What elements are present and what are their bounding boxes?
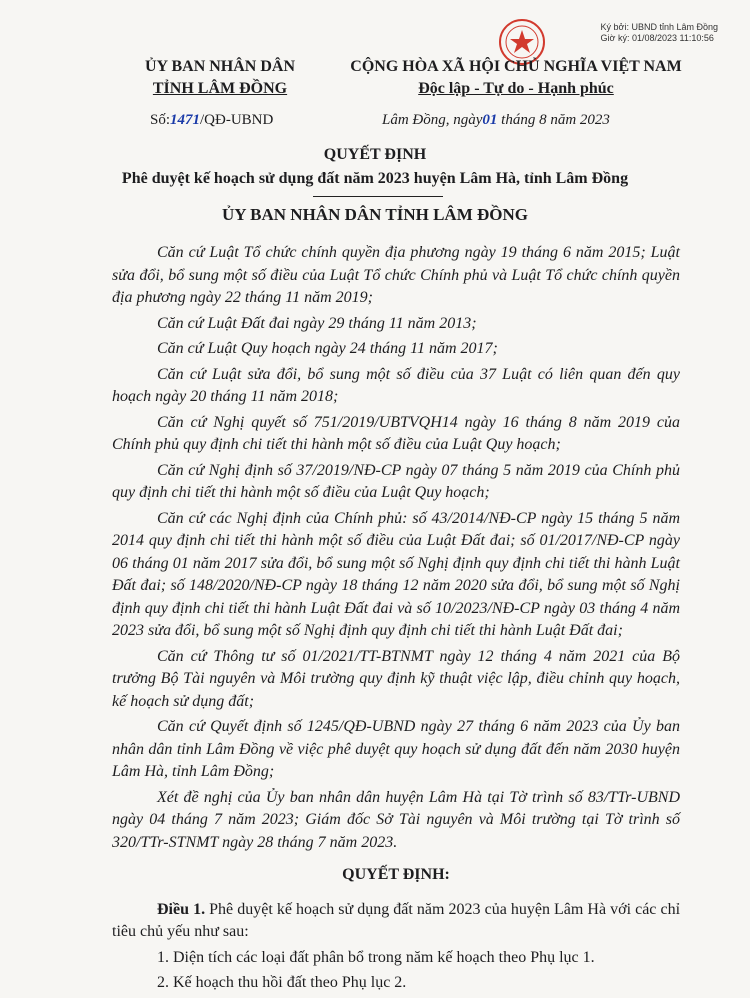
issuing-agency — [140, 56, 300, 100]
legal-basis: Căn cứ Luật Tổ chức chính quyền địa phương ngày 19 tháng 6 năm 2015; Luật sửa đổi, bổ sung một số điều của Luật Tổ chức Chính phủ và Luật Tổ chức chính quyền địa phương ngày 22 tháng 11 năm 2019; — [112, 244, 680, 306]
legal-basis: Xét đề nghị của Ủy ban nhân dân huyện Lâm Hà tại Tờ trình số 83/TTr-UBND ngày 04 tháng 7 năm 2023; Giám đốc Sở Tài nguyên và Môi trường tại Tờ trình số 320/TTr-STNMT ngày 28 tháng 7 năm 2023. — [112, 788, 680, 851]
handwritten-day: 01 — [482, 112, 498, 128]
issuer-heading: ỦY BAN NHÂN DÂN TỈNH LÂM ĐỒNG — [221, 205, 528, 224]
legal-basis: Căn cứ Nghị định số 37/2019/NĐ-CP ngày 07 tháng 5 năm 2019 của Chính phủ quy định chi tiết thi hành một số điều của Luật Quy hoạch; — [112, 461, 680, 501]
title-underline — [313, 196, 443, 197]
document-date: Lâm Đồng, ngày01 tháng 8 năm 2023 — [382, 112, 610, 128]
document-number: Số:1471/QĐ-UBND — [150, 112, 274, 128]
article-1-text: Phê duyệt kế hoạch sử dụng đất năm 2023 của huyện Lâm Hà với các chỉ tiêu chủ yếu như sau: — [112, 900, 681, 940]
motto-line1: CỘNG HÒA XÃ HỘI CHỦ NGHĨA VIỆT NAM — [350, 58, 682, 75]
signature-time: Giờ ký: 01/08/2023 11:10:56 — [600, 33, 714, 43]
motto-line2: Độc lập - Tự do - Hạnh phúc — [418, 80, 614, 97]
legal-basis: Căn cứ Luật Đất đai ngày 29 tháng 11 năm 2013; — [157, 314, 477, 332]
legal-basis: Căn cứ Luật Quy hoạch ngày 24 tháng 11 năm 2017; — [157, 340, 498, 357]
article-1 — [112, 899, 680, 944]
legal-basis: Căn cứ Quyết định số 1245/QĐ-UBND ngày 27 tháng 6 năm 2023 của Ủy ban nhân dân tỉnh Lâm Đồng về việc phê duyệt quy hoạch sử dụng đất đến năm 2030 huyện Lâm Hà, tỉnh Lâm Đồng; — [112, 718, 680, 780]
article-1-label: Điều 1. — [157, 900, 206, 918]
agency-line1: ỦY BAN NHÂN DÂN — [144, 58, 296, 75]
signature-signer: Ký bởi: UBND tỉnh Lâm Đồng — [600, 22, 718, 32]
legal-basis: Căn cứ Nghị quyết số 751/2019/UBTVQH14 ngày 16 tháng 8 năm 2019 của Chính phủ quy định chi tiết thi hành một số điều của Luật Quy hoạch; — [112, 413, 680, 453]
article-1-item: 1. Diện tích các loại đất phân bổ trong năm kế hoạch theo Phụ lục 1. — [157, 948, 595, 966]
document-subject: Phê duyệt kế hoạch sử dụng đất năm 2023 huyện Lâm Hà, tỉnh Lâm Đồng — [121, 170, 629, 187]
decision-heading: QUYẾT ĐỊNH: — [342, 866, 450, 883]
legal-basis: Căn cứ Luật sửa đổi, bổ sung một số điều của 37 Luật có liên quan đến quy hoạch ngày 20 tháng 11 năm 2018; — [112, 365, 680, 405]
document-body — [112, 242, 680, 998]
legal-basis: Căn cứ Thông tư số 01/2021/TT-BTNMT ngày 12 tháng 4 năm 2021 của Bộ trưởng Bộ Tài nguyên và Môi trường quy định kỹ thuật việc lập, điều chỉnh quy hoạch, kế hoạch sử dụng đất; — [112, 647, 680, 710]
handwritten-number: 1471 — [170, 112, 201, 128]
agency-line2: TỈNH LÂM ĐỒNG — [152, 80, 288, 97]
article-1-item: 2. Kế hoạch thu hồi đất theo Phụ lục 2. — [157, 974, 407, 991]
document-type: QUYẾT ĐỊNH — [323, 146, 427, 163]
national-motto — [330, 56, 702, 100]
legal-basis: Căn cứ các Nghị định của Chính phủ: số 43/2014/NĐ-CP ngày 15 tháng 5 năm 2014 quy định chi tiết thi hành một số điều của Luật Đất đai; số 01/2017/NĐ-CP ngày 06 tháng 01 năm 2017 sửa đổi, bổ sung một số Nghị định quy định chi tiết thi hành Luật Đất đai; số 148/2020/NĐ-CP ngày 18 tháng 12 năm 2020 sửa đổi, bổ sung một số Nghị định quy định chi tiết thi hành Luật Đất đai và số 10/2023/NĐ-CP ngày 03 tháng 4 năm 2023 sửa đổi, bổ sung một số Nghị định quy định chi tiết thi hành Luật Đất đai; — [112, 509, 680, 639]
digital-signature-info — [601, 22, 718, 44]
